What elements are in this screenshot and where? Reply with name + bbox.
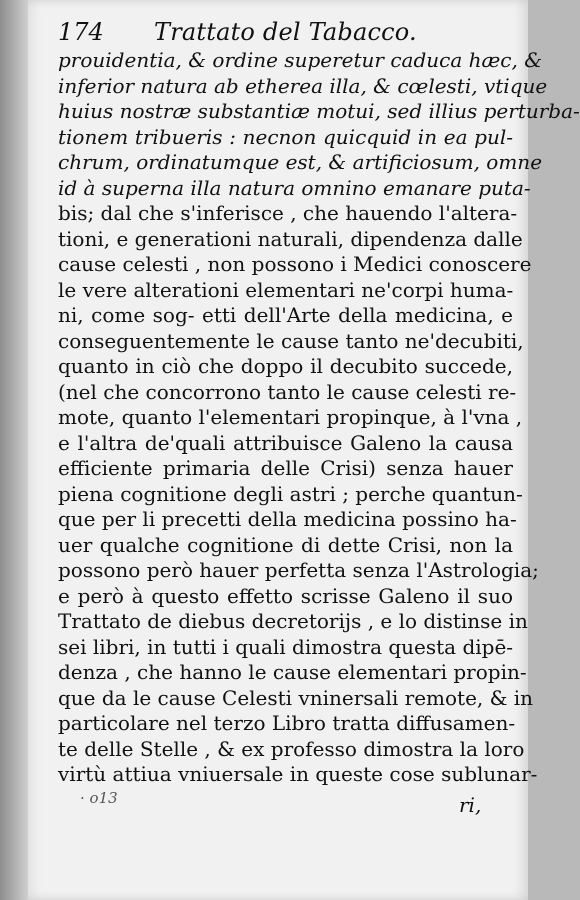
text-line: particolare nel terzo Libro tratta diffusamen- bbox=[58, 711, 516, 735]
text-line: que da le cause Celesti vninersali remote, & in bbox=[58, 685, 534, 710]
text-line: virtù attiua vniuersale in queste cose sublunar- bbox=[58, 762, 538, 786]
signature-mark: · o13 bbox=[80, 789, 118, 807]
text-line: cause celesti , non possono i Medici conoscere bbox=[58, 252, 532, 276]
text-line: e però à questo effetto scrisse Galeno il suo bbox=[58, 583, 513, 608]
text-line: sei libri, in tutti i quali dimostra questa dipē- bbox=[58, 634, 514, 659]
text-line: e l'altra de'quali attribuisce Galeno la causa bbox=[58, 430, 513, 455]
text-line: tioni, e generationi naturali, dipendenza dalle bbox=[58, 226, 523, 251]
text-line: efficiente primaria delle Crisi) senza hauer bbox=[58, 456, 513, 480]
text-line: te delle Stelle , & ex professo dimostra la loro bbox=[58, 736, 525, 761]
text-line: le vere alterationi elementari ne'corpi huma- bbox=[58, 277, 514, 302]
text-line: huius nostræ substantiæ motui, sed illius perturba- bbox=[58, 99, 580, 123]
text-line: (nel che concorrono tanto le cause celesti re- bbox=[58, 379, 517, 404]
page-header bbox=[58, 18, 518, 48]
text-line: tionem tribueris : necnon quicquid in ea pul- bbox=[58, 124, 513, 149]
text-line: id à superna illa natura omnino emanare puta- bbox=[58, 175, 531, 200]
text-line: conseguentemente le cause tanto ne'decubiti, bbox=[58, 328, 524, 353]
text-line: bis; dal che s'inferisce , che hauendo l'altera- bbox=[58, 201, 518, 225]
text-line: ni, come sog- etti dell'Arte della medicina, e bbox=[58, 303, 513, 327]
text-line: mote, quanto l'elementari propinque, à l'vna , bbox=[58, 405, 523, 429]
text-line: piena cognitione degli astri ; perche quantun- bbox=[58, 481, 523, 506]
text-line: possono però hauer perfetta senza l'Astrologia; bbox=[58, 558, 539, 582]
text-line: uer qualche cognitione di dette Crisi, non la bbox=[58, 532, 513, 557]
text-line: prouidentia, & ordine superetur caduca hæc, & bbox=[58, 48, 543, 72]
page-left-edge bbox=[0, 0, 28, 900]
text-line: inferior natura ab etherea illa, & cœlesti, vtique bbox=[58, 73, 548, 98]
page-number: 174 bbox=[58, 18, 104, 46]
text-line: chrum, ordinatumque est, & artificiosum, omne bbox=[58, 150, 543, 174]
body-text bbox=[58, 48, 580, 788]
text-line: denza , che hanno le cause elementari propin- bbox=[58, 660, 527, 684]
catchword: ri, bbox=[459, 793, 482, 817]
running-head: Trattato del Tabacco. bbox=[154, 18, 417, 46]
text-line: Trattato de diebus decretorijs , e lo distinse in bbox=[58, 609, 528, 633]
text-line: que per li precetti della medicina possino ha- bbox=[58, 507, 517, 531]
text-line: quanto in ciò che doppo il decubito succede, bbox=[58, 354, 513, 378]
